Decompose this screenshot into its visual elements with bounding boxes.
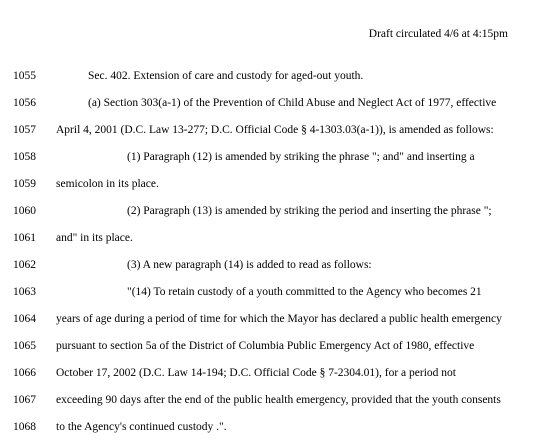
document-line [0,175,555,193]
line-number: 1063 [13,286,36,298]
line-text: semicolon in its place. [56,178,159,190]
document-line [0,283,555,301]
line-text: and" in its place. [56,232,133,244]
line-number: 1056 [13,97,36,109]
line-number: 1061 [13,232,36,244]
line-number: 1062 [13,259,36,271]
document-line [0,121,555,139]
document-line [0,229,555,247]
line-text: (3) A new paragraph (14) is added to read as follows: [127,259,372,271]
line-number: 1068 [13,421,36,433]
line-number: 1066 [13,367,36,379]
document-line [0,256,555,274]
line-text: to the Agency's continued custody .". [56,421,227,433]
line-text: October 17, 2002 (D.C. Law 14-194; D.C. Official Code § 7-2304.01), for a period not [56,367,456,379]
document-line [0,94,555,112]
document-line [0,202,555,220]
line-number: 1058 [13,151,36,163]
line-number: 1067 [13,394,36,406]
document-line [0,148,555,166]
document-line [0,310,555,328]
section-heading: Sec. 402. Extension of care and custody for aged-out youth. [88,70,364,82]
line-number: 1064 [13,313,36,325]
line-number: 1060 [13,205,36,217]
line-text: (2) Paragraph (13) is amended by striking the period and inserting the phrase "; [127,205,492,217]
document-line [0,67,555,85]
line-text: "(14) To retain custody of a youth committed to the Agency who becomes 21 [127,286,482,298]
line-text: (a) Section 303(a-1) of the Prevention of Child Abuse and Neglect Act of 1977, effective [88,97,497,109]
line-number: 1057 [13,124,36,136]
document-line [0,337,555,355]
line-text: exceeding 90 days after the end of the public health emergency, provided that the youth consents [56,394,501,406]
line-number: 1059 [13,178,36,190]
line-text: (1) Paragraph (12) is amended by striking the phrase "; and" and inserting a [127,151,475,163]
line-text: years of age during a period of time for which the Mayor has declared a public health emergency [56,313,502,325]
document-line [0,364,555,382]
line-text: April 4, 2001 (D.C. Law 13-277; D.C. Official Code § 4-1303.03(a-1)), is amended as follows: [56,124,494,136]
line-number: 1065 [13,340,36,352]
line-text: pursuant to section 5a of the District of Columbia Public Emergency Act of 1980, effective [56,340,475,352]
document-line [0,418,555,436]
draft-circulated-note: Draft circulated 4/6 at 4:15pm [368,28,508,40]
line-number: 1055 [13,70,36,82]
document-line [0,391,555,409]
